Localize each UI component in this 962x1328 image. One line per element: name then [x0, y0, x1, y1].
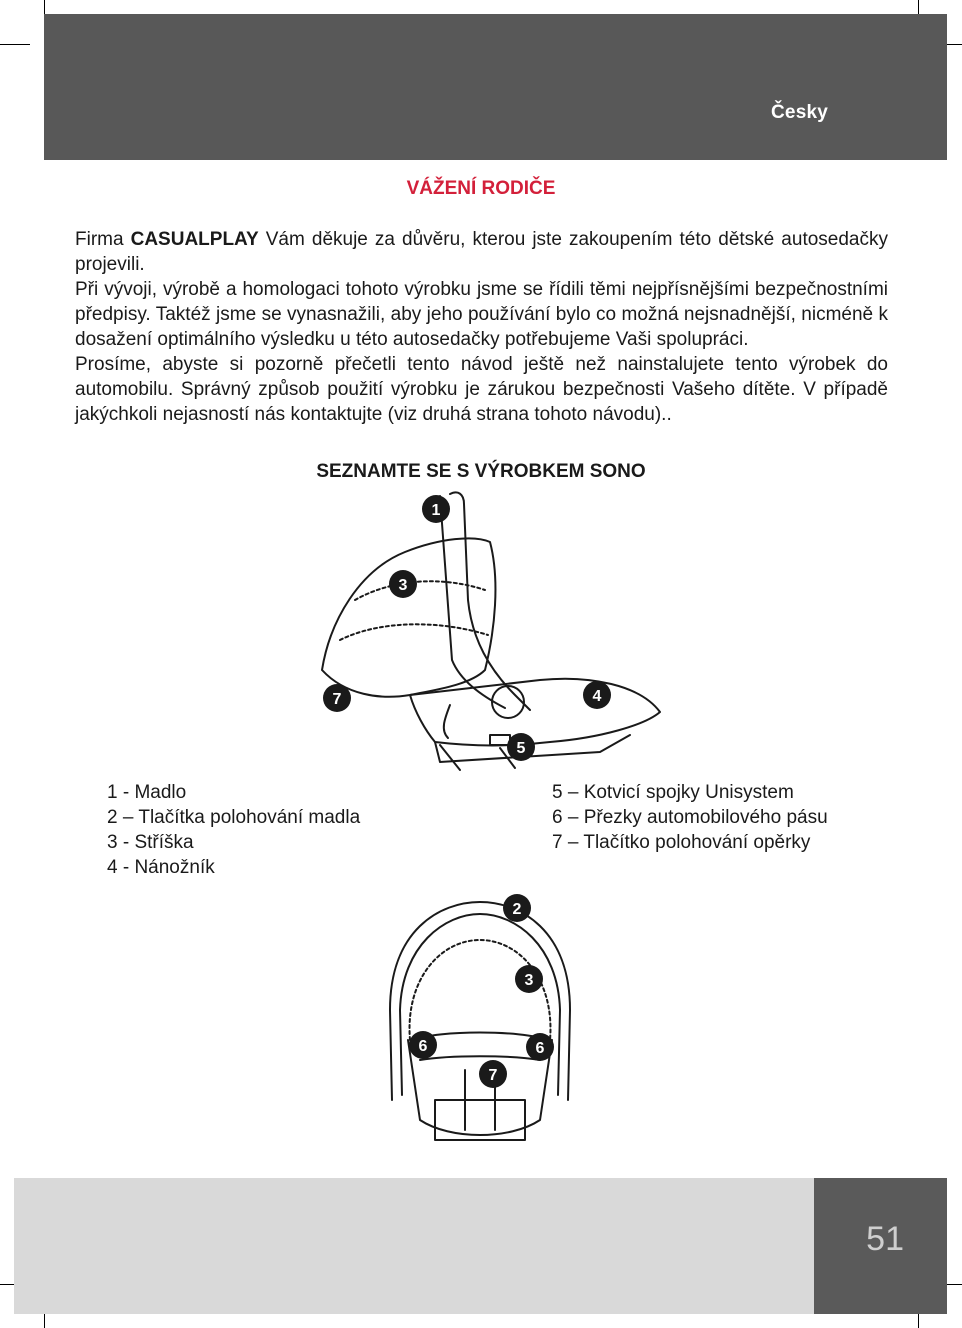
header-band — [44, 14, 947, 160]
handle-pivot — [492, 686, 524, 718]
legend-item: 6 – Přezky automobilového pásu — [552, 807, 828, 828]
intro-paragraph-3: Prosíme, abyste si pozorně přečetli tento návod ještě než nainstalujete tento výrobek do automobilu. Správný způsob použití výrobku je zárukou bezpečnosti Vašeho dítěte. V případě jakýchkoli nejasností nás kontaktujte (viz druhá strana tohoto návodu).. — [75, 354, 888, 425]
canopy-shape — [322, 538, 495, 696]
footer-band — [14, 1178, 814, 1314]
callout-label-3: 3 — [398, 577, 408, 594]
legend-item: 1 - Madlo — [107, 782, 187, 803]
callout-label-6: 6 — [418, 1038, 428, 1055]
section-subtitle: SEZNAMTE SE S VÝROBKEM SONO — [316, 461, 646, 482]
intro-p1-suffix: Vám děkuje za důvěru, kterou jste zakoupením této dětské autosedačky projevili. — [75, 229, 888, 275]
legend-right — [552, 780, 828, 855]
callout-label-3: 3 — [524, 972, 534, 989]
intro-paragraph-2: Při vývoji, výrobě a homologaci tohoto výrobku jsme se řídili těmi nejpřísnějšími bezpečnostními předpisy. Taktéž jsme se vynasnažili, aby jeho používání bylo co možná nejsnadnější, nicméně k dosažení optimálního výsledku u této autosedačky potřebujeme Vaši spolupráci. — [75, 279, 888, 350]
callout-badge-6-left — [409, 1031, 437, 1059]
callout-label-5: 5 — [516, 740, 526, 757]
brand-name: CASUALPLAY — [130, 229, 259, 250]
page-number-box — [814, 1178, 947, 1314]
page-number: 51 — [866, 1220, 904, 1258]
intro-text — [75, 227, 888, 427]
callout-badge-5 — [507, 733, 535, 761]
callout-badge-4 — [583, 681, 611, 709]
callout-badge-6-right — [526, 1033, 554, 1061]
legend-item: 5 – Kotvicí spojky Unisystem — [552, 782, 794, 803]
callout-badge-2 — [503, 894, 531, 922]
callout-badge-7 — [479, 1060, 507, 1088]
callout-badge-3 — [389, 570, 417, 598]
language-label: Česky — [771, 102, 828, 123]
callout-label-4: 4 — [592, 688, 602, 705]
callout-label-1: 1 — [431, 502, 441, 519]
car-seat-side-illustration — [300, 480, 680, 780]
page-title: VÁŽENÍ RODIČE — [406, 178, 556, 199]
callout-badge-1 — [422, 495, 450, 523]
intro-paragraph-1 — [75, 227, 888, 277]
legend-item: 3 - Stříška — [107, 832, 194, 853]
crop-mark — [0, 44, 30, 45]
intro-p1-prefix: Firma — [75, 229, 131, 250]
legend-left — [107, 780, 360, 880]
callout-label-7: 7 — [488, 1067, 498, 1084]
legend-item: 7 – Tlačítko polohování opěrky — [552, 832, 811, 853]
callout-badge-7 — [323, 684, 351, 712]
car-seat-front-illustration — [380, 890, 580, 1152]
legend-item: 2 – Tlačítka polohování madla — [107, 807, 361, 828]
callout-label-7: 7 — [332, 691, 342, 708]
callout-label-6: 6 — [535, 1040, 545, 1057]
callout-badge-3 — [515, 965, 543, 993]
callout-label-2: 2 — [512, 901, 522, 918]
crop-mark — [44, 0, 45, 14]
legend-item: 4 - Nánožník — [107, 857, 215, 878]
